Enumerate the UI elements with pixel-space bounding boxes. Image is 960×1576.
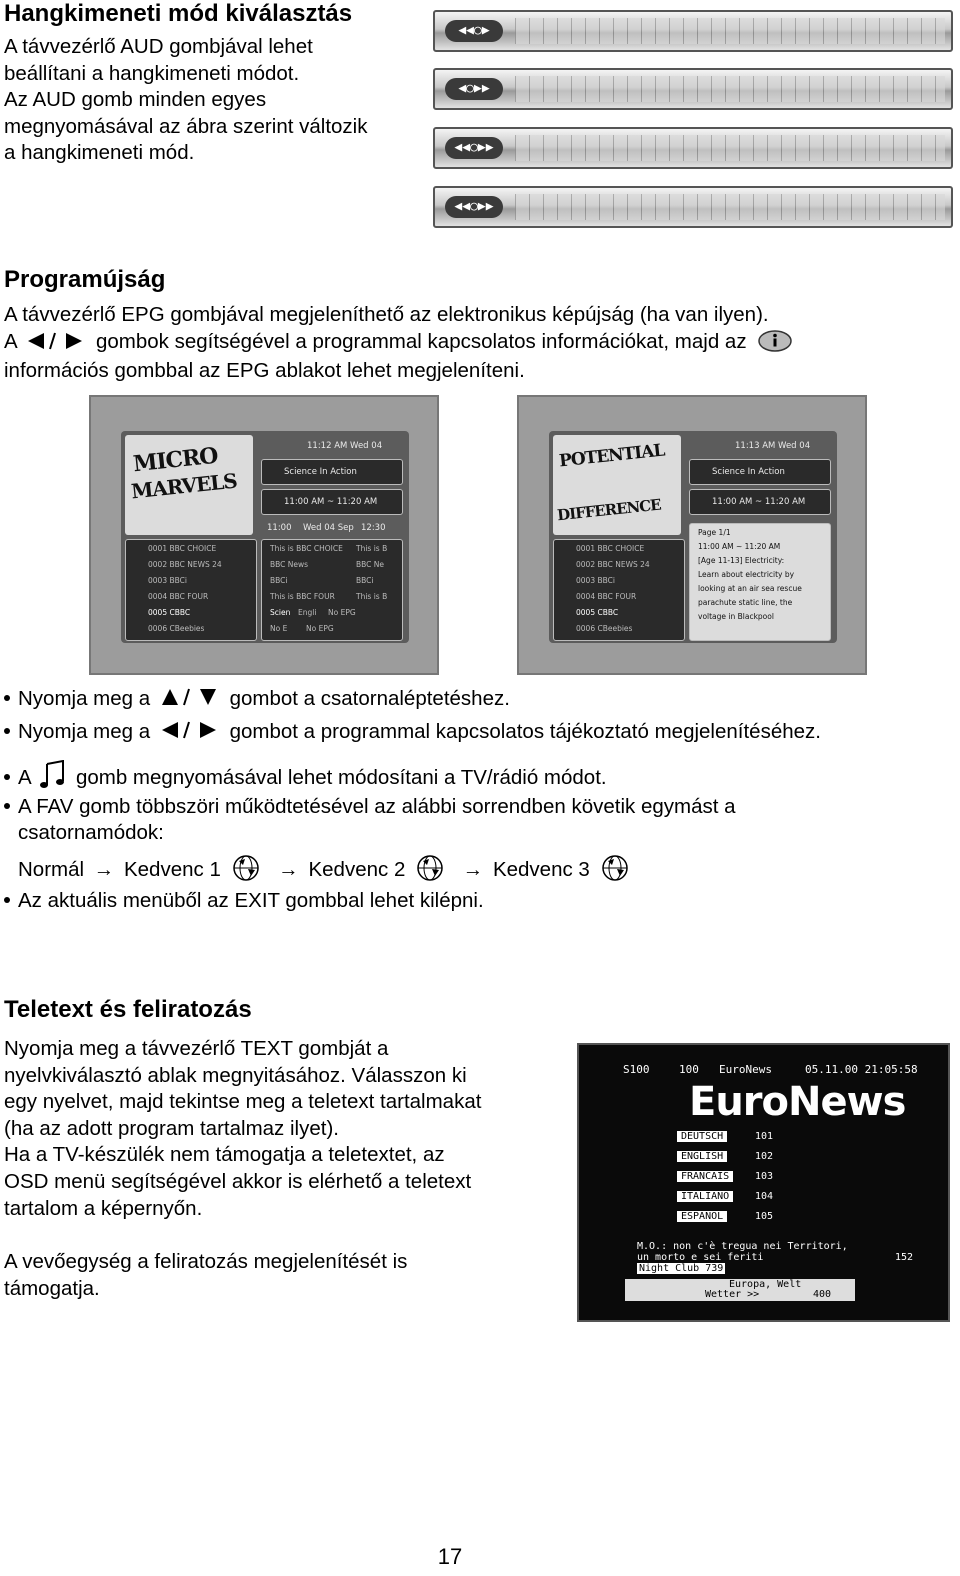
bullet-text: Nyomja meg a <box>18 687 151 710</box>
channel-list[interactable] <box>125 539 257 641</box>
teletext-screenshot <box>577 1043 950 1322</box>
teletext-description <box>4 1036 481 1222</box>
favourite-globe-icon <box>600 854 630 882</box>
info-line: parachute static line, the <box>698 598 793 607</box>
tt-header-time: 05.11.00 21:05:58 <box>805 1063 918 1076</box>
fav-sequence <box>18 854 630 883</box>
audio-line: beállítani a hangkimeneti módot. <box>4 61 300 85</box>
channel-item[interactable]: 0004 BBC FOUR <box>148 592 209 601</box>
tt-footer-line: Wetter >> <box>705 1289 760 1300</box>
programme-logo <box>553 435 681 535</box>
programme-logo <box>125 435 253 535</box>
tt-lang[interactable]: DEUTSCH <box>677 1131 727 1142</box>
favourite-globe-icon <box>415 854 445 882</box>
audio-line: Az AUD gomb minden egyes <box>4 88 267 112</box>
epg-line1: A távvezérlő EPG gombjával megjeleníthető az elektronikus képújság (ha van ilyen). <box>4 303 769 326</box>
channel-item[interactable]: 0002 BBC NEWS 24 <box>576 560 650 569</box>
bullet-text: Az aktuális menüből az EXIT gombbal lehet kilépni. <box>18 889 484 912</box>
teletext-line: egy nyelvet, majd tekintse meg a teletext tartalmakat <box>4 1090 482 1114</box>
programme-info-panel <box>689 523 831 641</box>
audio-mode-indicator: ◀◀○▶▶ <box>445 196 503 218</box>
logo-text: MARVELS <box>130 468 238 504</box>
timeline-date: Wed 04 Sep <box>303 523 354 533</box>
subtitle-line: támogatja. <box>4 1276 100 1300</box>
teletext-line: (ha az adott program tartalmaz ilyet). <box>4 1116 339 1140</box>
grid-cell[interactable]: This is BBC FOUR <box>270 592 335 601</box>
audio-bar-texture <box>515 135 945 161</box>
audio-mode-bar <box>433 127 953 169</box>
audio-mode-bar <box>433 10 953 52</box>
teletext-section-title: Teletext és feliratozás <box>4 996 252 1023</box>
programme-slot: 11:00 AM ~ 11:20 AM <box>712 497 806 507</box>
grid-cell[interactable]: This is B <box>356 592 388 601</box>
channel-item[interactable]: 0004 BBC FOUR <box>576 592 637 601</box>
bullet-dot <box>4 695 10 701</box>
grid-cell[interactable]: BBCi <box>270 576 288 585</box>
grid-cell[interactable]: No E <box>270 624 288 633</box>
fav-mode: Normál <box>18 858 85 881</box>
bullet-dot <box>4 897 10 903</box>
tt-news-line: M.O.: non c'è tregua nei Territori, <box>637 1241 848 1252</box>
fav-mode: Kedvenc 1 <box>123 858 221 881</box>
info-line: 11:00 AM ~ 11:20 AM <box>698 542 781 551</box>
channel-item[interactable]: 0006 CBeebies <box>148 624 205 633</box>
bullet-dot <box>4 728 10 734</box>
channel-list[interactable] <box>553 539 685 641</box>
epg-clock: 11:13 AM Wed 04 <box>735 441 811 451</box>
bullet-text: A <box>18 766 31 789</box>
programme-slot-panel <box>689 489 831 515</box>
tt-news-line: un morto e sei feriti <box>637 1252 764 1263</box>
info-line: looking at an air sea rescue <box>698 584 802 593</box>
audio-mode-bar <box>433 186 953 228</box>
programme-title: Science In Action <box>284 467 357 477</box>
logo-text: DIFFERENCE <box>556 495 662 525</box>
grid-cell[interactable]: BBC News <box>270 560 309 569</box>
teletext-line: Ha a TV-készülék nem támogatja a teletextet, az <box>4 1143 445 1167</box>
tt-news-line: Night Club 739 <box>639 1263 724 1274</box>
grid-cell[interactable]: Engli <box>298 608 317 617</box>
subtitle-line: A vevőegység a feliratozás megjelenítését is <box>4 1250 408 1273</box>
bullet-tv-radio <box>4 760 607 791</box>
teletext-line: OSD menü segítségével akkor is elérhető a teletext <box>4 1169 472 1193</box>
audio-section-title: Hangkimeneti mód kiválasztás <box>4 0 353 27</box>
tt-lang-page: 101 <box>755 1131 774 1142</box>
bullet-programme-info <box>4 719 821 745</box>
arrow-right-icon: → <box>93 858 115 881</box>
info-button-icon <box>758 330 792 352</box>
epg-section-title: Programújság <box>4 266 166 293</box>
tt-header-service: EuroNews <box>719 1063 772 1076</box>
programme-title-panel <box>689 459 831 485</box>
tt-logo: EuroNews <box>689 1079 906 1125</box>
fav-mode: Kedvenc 2 <box>308 858 406 881</box>
favourite-globe-icon <box>231 854 261 882</box>
epg-line3: információs gombbal az EPG ablakot lehet megjeleníteni. <box>4 359 525 382</box>
page-number: 17 <box>437 1544 463 1569</box>
bullet-text: A FAV gomb többszöri működtetésével az alábbi sorrendben követik egymást a <box>18 795 736 818</box>
grid-cell[interactable]: No EPG <box>306 624 334 633</box>
bullet-text: gombot a csatornaléptetéshez. <box>229 687 510 710</box>
tt-lang-page: 105 <box>755 1211 774 1222</box>
epg-screenshot-1 <box>89 395 439 675</box>
audio-mode-indicator: ◀◀○▶▶ <box>445 137 503 159</box>
channel-item[interactable]: 0003 BBCi <box>148 576 187 585</box>
fav-mode: Kedvenc 3 <box>492 858 590 881</box>
teletext-line: tartalom a képernyőn. <box>4 1196 203 1220</box>
timeline-end: 12:30 <box>361 523 386 533</box>
epg-clock: 11:12 AM Wed 04 <box>307 441 383 451</box>
tt-lang[interactable]: ESPANOL <box>677 1211 727 1222</box>
tt-lang-page: 104 <box>755 1191 774 1202</box>
epg-window <box>121 431 409 643</box>
tt-lang-page: 103 <box>755 1171 774 1182</box>
channel-item[interactable]: 0003 BBCi <box>576 576 615 585</box>
grid-cell[interactable]: Scien <box>270 608 291 617</box>
epg-line2 <box>4 329 792 356</box>
audio-mode-indicator: ◀○▶▶ <box>445 78 503 100</box>
tt-news-page: 152 <box>895 1252 914 1263</box>
logo-text: POTENTIAL <box>558 440 666 472</box>
epg-line2-end: gombok segítségével a programmal kapcsolatos információkat, majd az <box>95 330 747 353</box>
audio-line: A távvezérlő AUD gombjával lehet <box>4 35 313 58</box>
grid-cell[interactable]: This is BBC CHOICE <box>270 544 343 553</box>
channel-item[interactable]: 0006 CBeebies <box>576 624 633 633</box>
bullet-fav-line2: csatornamódok: <box>18 821 164 844</box>
info-line: [Age 11-13] Electricity: <box>698 556 785 565</box>
channel-item-selected[interactable]: 0005 CBBC <box>148 608 191 617</box>
arrow-right-icon: → <box>462 858 484 881</box>
tt-lang[interactable]: ITALIANO <box>677 1191 733 1202</box>
audio-bar-texture <box>515 194 945 220</box>
epg-screenshot-2 <box>517 395 867 675</box>
audio-bar-texture <box>515 76 945 102</box>
grid-cell[interactable]: No EPG <box>328 608 356 617</box>
grid-cell[interactable]: BBC Ne <box>356 560 385 569</box>
tt-lang[interactable]: FRANCAIS <box>677 1171 733 1182</box>
info-line: Learn about electricity by <box>698 570 795 579</box>
audio-line: a hangkimeneti mód. <box>4 141 195 165</box>
programme-title-panel <box>261 459 403 485</box>
audio-mode-bar <box>433 68 953 110</box>
tt-header-num: 100 <box>679 1063 699 1076</box>
info-line: voltage in Blackpool <box>698 612 774 621</box>
bullet-dot <box>4 803 10 809</box>
programme-slot-panel <box>261 489 403 515</box>
tt-lang[interactable]: ENGLISH <box>677 1151 727 1162</box>
subtitle-description <box>4 1249 407 1302</box>
timeline-start: 11:00 <box>267 523 292 533</box>
bullet-fav <box>4 794 736 820</box>
audio-bar-texture <box>515 18 945 44</box>
arrow-right-icon: → <box>278 858 299 881</box>
info-line: Page 1/1 <box>698 528 731 537</box>
programme-grid[interactable] <box>261 539 403 641</box>
channel-item[interactable]: 0002 BBC NEWS 24 <box>148 560 222 569</box>
teletext-line: nyelvkiválasztó ablak megnyitásához. Válasszon ki <box>4 1063 467 1087</box>
bullet-text: gombot a programmal kapcsolatos tájékoztató megjelenítéséhez. <box>229 720 821 743</box>
channel-item[interactable]: 0001 BBC CHOICE <box>576 544 645 553</box>
grid-cell[interactable]: BBCi <box>356 576 374 585</box>
up-down-arrows-icon <box>160 687 218 707</box>
left-right-arrows-icon <box>26 331 84 351</box>
grid-cell[interactable]: This is B <box>356 544 388 553</box>
logo-text: MICRO <box>131 442 219 478</box>
tt-footer-line: Europa, Welt <box>729 1279 802 1290</box>
tt-header-page: S100 <box>623 1063 650 1076</box>
audio-description <box>4 34 367 167</box>
music-note-icon <box>40 760 66 790</box>
bullet-text: gomb megnyomásával lehet módosítani a TV/rádió módot. <box>75 766 607 789</box>
epg-window <box>549 431 837 643</box>
programme-slot: 11:00 AM ~ 11:20 AM <box>284 497 378 507</box>
audio-mode-indicator: ◀◀○▶ <box>445 20 503 42</box>
audio-line: megnyomásával az ábra szerint változik <box>4 114 368 138</box>
bullet-channel-step <box>4 686 510 712</box>
epg-line2-start: A <box>4 330 17 353</box>
bullet-dot <box>4 774 10 780</box>
bullet-text: Nyomja meg a <box>18 720 151 743</box>
bullet-exit <box>4 888 484 914</box>
teletext-line: Nyomja meg a távvezérlő TEXT gombját a <box>4 1037 389 1060</box>
tt-lang-page: 102 <box>755 1151 774 1162</box>
left-right-arrows-icon <box>160 720 218 740</box>
programme-title: Science In Action <box>712 467 785 477</box>
tt-footer-page: 400 <box>813 1289 832 1300</box>
channel-item-selected[interactable]: 0005 CBBC <box>576 608 619 617</box>
channel-item[interactable]: 0001 BBC CHOICE <box>148 544 217 553</box>
